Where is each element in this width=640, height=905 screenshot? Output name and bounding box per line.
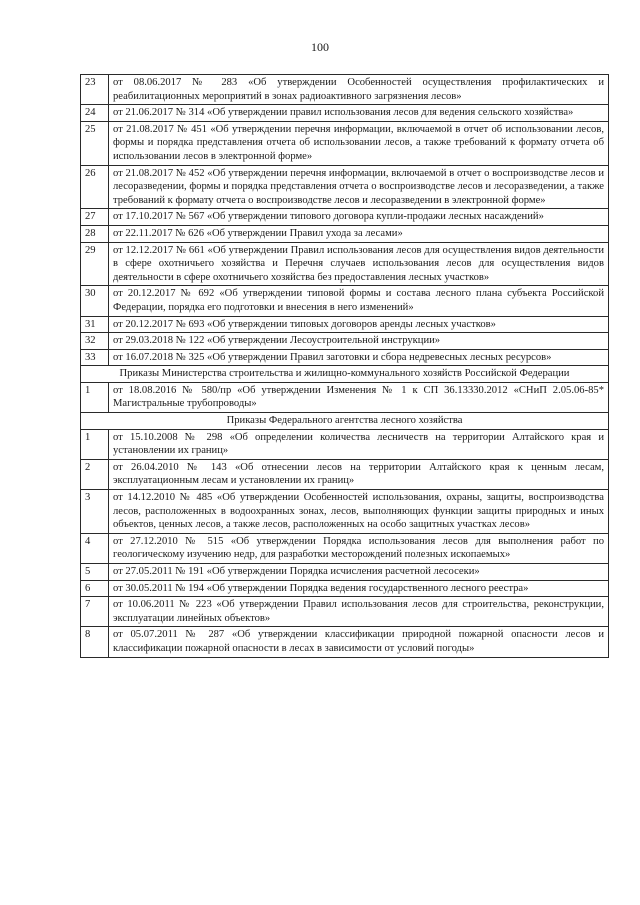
act-description: от 21.06.2017 № 314 «Об утверждении правил использования лесов для ведения сельского хозяйства» xyxy=(109,105,609,122)
row-number: 7 xyxy=(81,597,109,627)
row-number: 32 xyxy=(81,333,109,350)
row-number: 27 xyxy=(81,209,109,226)
table-row xyxy=(81,242,609,286)
act-description: от 21.08.2017 № 451 «Об утверждении перечня информации, включаемой в отчет об использовании лесов, формы и порядка представления отчета об использовании лесов, а также требований к формату отчета об использовании лесов в электронной форме» xyxy=(109,121,609,165)
table-row xyxy=(81,459,609,489)
act-description: от 30.05.2011 № 194 «Об утверждении Порядка ведения государственного лесного реестра» xyxy=(109,580,609,597)
table-row xyxy=(81,75,609,105)
normative-acts-table xyxy=(80,74,609,658)
row-number: 4 xyxy=(81,533,109,563)
table-row xyxy=(81,209,609,226)
table-row xyxy=(81,105,609,122)
page-number: 100 xyxy=(311,40,329,54)
table-row xyxy=(81,429,609,459)
act-description: от 20.12.2017 № 692 «Об утверждении типовой формы и состава лесного плана субъекта Российской Федерации, порядка его подготовки и внесения в него изменений» xyxy=(109,286,609,316)
table-row xyxy=(81,349,609,366)
act-description: от 18.08.2016 № 580/пр «Об утверждении Изменения № 1 к СП 36.13330.2012 «СНиП 2.05.06-85* Магистральные трубопроводы» xyxy=(109,382,609,412)
act-description: от 29.03.2018 № 122 «Об утверждении Лесоустроительной инструкции» xyxy=(109,333,609,350)
act-description: от 15.10.2008 № 298 «Об определении количества лесничеств на территории Алтайского края и установлении их границ» xyxy=(109,429,609,459)
act-description: от 27.12.2010 № 515 «Об утверждении Порядка использования лесов для выполнения работ по геологическому изучению недр, для разработки месторождений полезных ископаемых» xyxy=(109,533,609,563)
table-row xyxy=(81,225,609,242)
act-description: от 12.12.2017 № 661 «Об утверждении Правил использования лесов для осуществления видов деятельности в сфере охотничьего хозяйства и Перечня случаев использования лесов для осуществления видов деятельности в сфере охотничьего хозяйства без предоставления лесных участков» xyxy=(109,242,609,286)
table-row xyxy=(81,564,609,581)
act-description: от 26.04.2010 № 143 «Об отнесении лесов на территории Алтайского края к ценным лесам, эксплуатационным лесам и установлении их границ» xyxy=(109,459,609,489)
act-description: от 20.12.2017 № 693 «Об утверждении типовых договоров аренды лесных участков» xyxy=(109,316,609,333)
table-row xyxy=(81,597,609,627)
row-number: 25 xyxy=(81,121,109,165)
act-description: от 22.11.2017 № 626 «Об утверждении Правил ухода за лесами» xyxy=(109,225,609,242)
table-row xyxy=(81,627,609,657)
table-row xyxy=(81,165,609,209)
act-description: от 08.06.2017 № 283 «Об утверждении Особенностей осуществления профилактических и реабилитационных мероприятий в зонах радиоактивного загрязнения лесов» xyxy=(109,75,609,105)
table-row xyxy=(81,316,609,333)
section-header-rosleshoz: Приказы Федерального агентства лесного хозяйства xyxy=(81,413,609,430)
table-row xyxy=(81,286,609,316)
section-header-row xyxy=(81,366,609,383)
table-row xyxy=(81,121,609,165)
row-number: 31 xyxy=(81,316,109,333)
row-number: 1 xyxy=(81,382,109,412)
row-number: 5 xyxy=(81,564,109,581)
table-row xyxy=(81,382,609,412)
table-row xyxy=(81,333,609,350)
row-number: 30 xyxy=(81,286,109,316)
row-number: 6 xyxy=(81,580,109,597)
act-description: от 05.07.2011 № 287 «Об утверждении классификации природной пожарной опасности лесов и классификации пожарной опасности в лесах в зависимости от условий погоды» xyxy=(109,627,609,657)
row-number: 29 xyxy=(81,242,109,286)
act-description: от 21.08.2017 № 452 «Об утверждении перечня информации, включаемой в отчет о воспроизводстве лесов и лесоразведении, формы и порядка представления отчета о воспроизводстве лесов и лесоразведении, а также требований к формату отчета о воспроизводстве лесов и лесоразведении в электронной форме» xyxy=(109,165,609,209)
act-description: от 27.05.2011 № 191 «Об утверждении Порядка исчисления расчетной лесосеки» xyxy=(109,564,609,581)
act-description: от 17.10.2017 № 567 «Об утверждении типового договора купли-продажи лесных насаждений» xyxy=(109,209,609,226)
row-number: 28 xyxy=(81,225,109,242)
row-number: 33 xyxy=(81,349,109,366)
row-number: 2 xyxy=(81,459,109,489)
row-number: 23 xyxy=(81,75,109,105)
row-number: 1 xyxy=(81,429,109,459)
row-number: 8 xyxy=(81,627,109,657)
table-row xyxy=(81,580,609,597)
acts-table-body xyxy=(81,75,609,658)
act-description: от 14.12.2010 № 485 «Об утверждении Особенностей использования, охраны, защиты, воспроизводства лесов, расположенных в водоохранных зонах, лесов, выполняющих функции защиты природных и иных объектов, ценных лесов, а также лесов, расположенных на особо защитных участках лесов» xyxy=(109,490,609,534)
section-header-minstroy: Приказы Министерства строительства и жилищно-коммунального хозяйств Российской Федерации xyxy=(81,366,609,383)
table-row xyxy=(81,490,609,534)
act-description: от 10.06.2011 № 223 «Об утверждении Правил использования лесов для строительства, реконструкции, эксплуатации линейных объектов» xyxy=(109,597,609,627)
row-number: 3 xyxy=(81,490,109,534)
section-header-row xyxy=(81,413,609,430)
row-number: 26 xyxy=(81,165,109,209)
row-number: 24 xyxy=(81,105,109,122)
table-row xyxy=(81,533,609,563)
act-description: от 16.07.2018 № 325 «Об утверждении Правил заготовки и сбора недревесных лесных ресурсов» xyxy=(109,349,609,366)
